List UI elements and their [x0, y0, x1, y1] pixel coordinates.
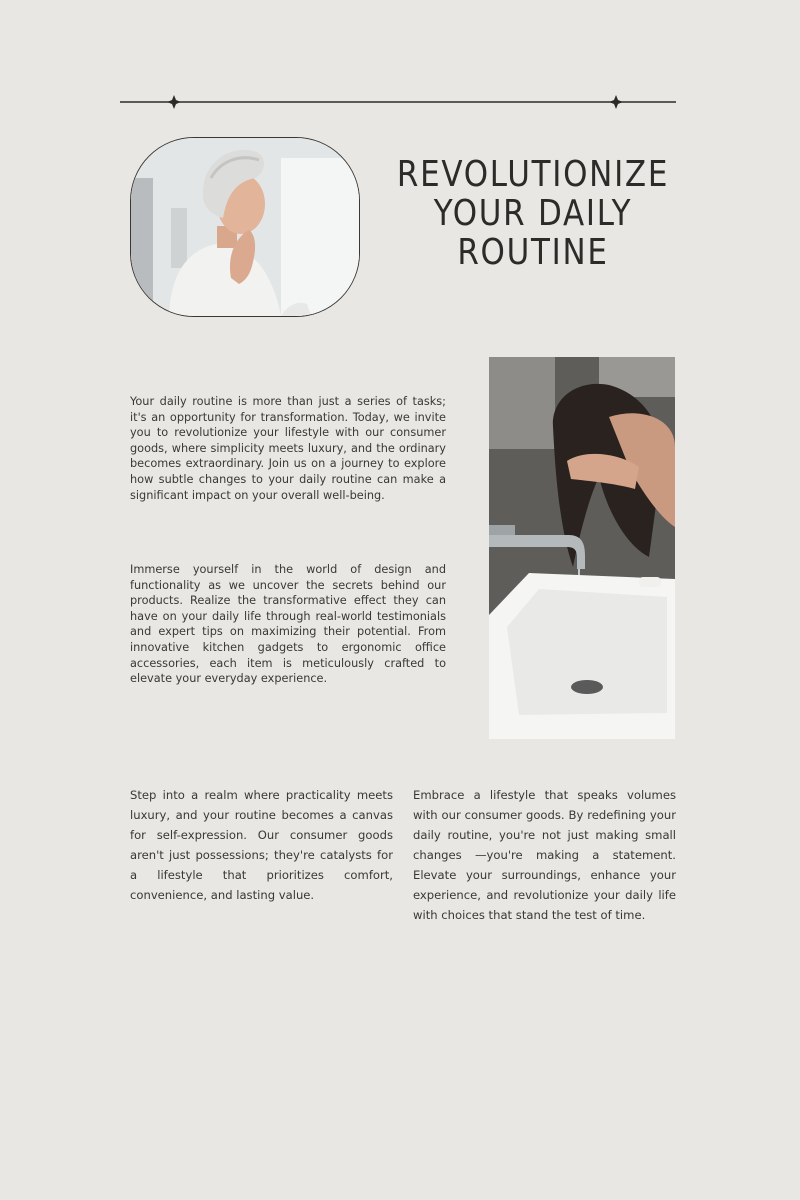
page-title: REVOLUTIONIZE YOUR DAILY ROUTINE	[396, 154, 670, 273]
lifestyle-paragraph-right: Embrace a lifestyle that speaks volumes with our consumer goods. By redefining your daily routine, you're not just making small changes —you're making a statement. Elevate your surroundings, enhance your experience, and revolutionize your daily life with choices that stand the test of time.	[413, 788, 676, 922]
design-paragraph: Immerse yourself in the world of design and functionality as we uncover the secrets behind our products. Realize the transformative effect they can have on your daily life through real-world testimonials and expert tips on maximizing their potential. From innovative kitchen gadgets to ergonomic office accessories, each item is meticulously crafted to elevate your everyday experience.	[130, 563, 446, 686]
sink-photo-woman-washing-face	[489, 357, 675, 739]
hero-photo-woman-towel	[130, 137, 360, 317]
star-ornament-icon	[167, 95, 181, 109]
lifestyle-paragraph-left: Step into a realm where practicality meets luxury, and your routine becomes a canvas for self-expression. Our consumer goods aren't just possessions; they're catalysts for a lifestyle that prioritizes comfort, convenience, and lasting value.	[130, 788, 393, 902]
star-ornament-icon	[609, 95, 623, 109]
intro-paragraph: Your daily routine is more than just a series of tasks; it's an opportunity for transformation. Today, we invite you to revolutionize your lifestyle with our consumer goods, where simplicity meets luxury, and the ordinary becomes extraordinary. Join us on a journey to explore how subtle changes to your daily routine can make a significant impact on your overall well-being.	[130, 395, 446, 502]
decorative-divider	[120, 95, 676, 109]
